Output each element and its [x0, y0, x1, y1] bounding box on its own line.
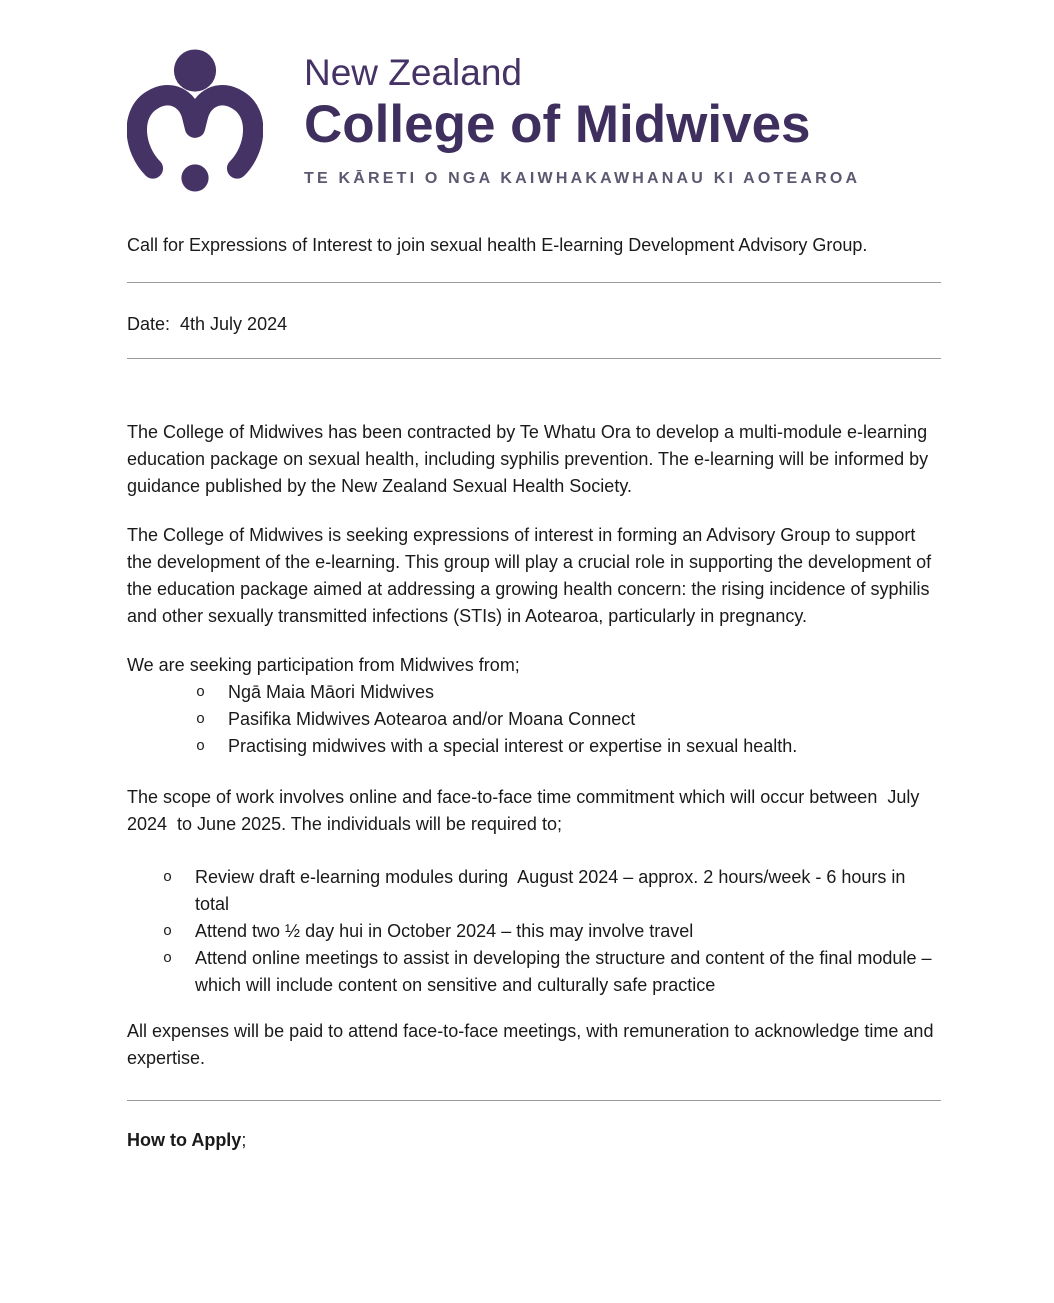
list-item-text: Attend two ½ day hui in October 2024 – this may involve travel [195, 921, 694, 941]
bullet-marker: o [196, 738, 206, 755]
how-to-apply-suffix: ; [241, 1130, 247, 1150]
list-item [127, 679, 941, 706]
paragraph-expenses: All expenses will be paid to attend face-to-face meetings, with remuneration to acknowledge time and expertise. [127, 1021, 939, 1068]
college-logo [127, 46, 941, 212]
divider [127, 358, 941, 359]
list-item [127, 945, 941, 999]
logo-name-line2: College of Midwives [304, 94, 811, 154]
logo-name-line1: New Zealand [304, 52, 523, 93]
paragraph-scope: The scope of work involves online and face-to-face time commitment which will occur between July 2024 to June 2025. The individuals will be required to; [127, 787, 925, 834]
paragraph-contract: The College of Midwives has been contracted by Te Whatu Ora to develop a multi-module e-learning education package on sexual health, including syphilis prevention. The e-learning will be informed by guidance published by the New Zealand Sexual Health Society. [127, 422, 934, 496]
bullet-marker: o [163, 950, 173, 967]
document-title: Call for Expressions of Interest to join sexual health E-learning Development Advisory Group. [127, 235, 868, 255]
list-item-text: Pasifika Midwives Aotearoa and/or Moana Connect [228, 709, 636, 729]
bullet-marker: o [163, 923, 173, 940]
list-item-text: Practising midwives with a special interest or expertise in sexual health. [228, 736, 798, 756]
requirements-list [127, 864, 941, 999]
list-item-text: Review draft e-learning modules during August 2024 – approx. 2 hours/week - 6 hours in total [195, 867, 911, 914]
how-to-apply-label: How to Apply [127, 1130, 242, 1150]
list-item [127, 733, 941, 760]
list-item-text: Attend online meetings to assist in developing the structure and content of the final module – which will include content on sensitive and culturally safe practice [195, 948, 937, 995]
bullet-marker: o [163, 869, 173, 886]
logo-wordmark [304, 46, 860, 188]
logo-tagline: TE KĀRETI O NGA KAIWHAKAWHANAU KI AOTEAROA [304, 169, 861, 187]
midwives-logo-icon [127, 46, 263, 212]
list-item-text: Ngā Maia Māori Midwives [228, 682, 435, 702]
how-to-apply-heading [127, 1127, 941, 1154]
seeking-intro: We are seeking participation from Midwives from; [127, 655, 520, 675]
list-item [127, 864, 941, 918]
divider [127, 1100, 941, 1101]
bullet-marker: o [196, 684, 206, 701]
divider [127, 282, 941, 283]
list-item [127, 706, 941, 733]
paragraph-advisory: The College of Midwives is seeking expressions of interest in forming an Advisory Group to support the development of the e-learning. This group will play a crucial role in supporting the development of the education package aimed at addressing a growing health concern: the rising incidence of syphilis and other sexually transmitted infections (STIs) in Aotearoa, particularly in pregnancy. [127, 525, 937, 626]
bullet-marker: o [196, 711, 206, 728]
date-line: Date: 4th July 2024 [127, 314, 288, 334]
midwives-list [127, 679, 941, 760]
list-item [127, 918, 941, 945]
